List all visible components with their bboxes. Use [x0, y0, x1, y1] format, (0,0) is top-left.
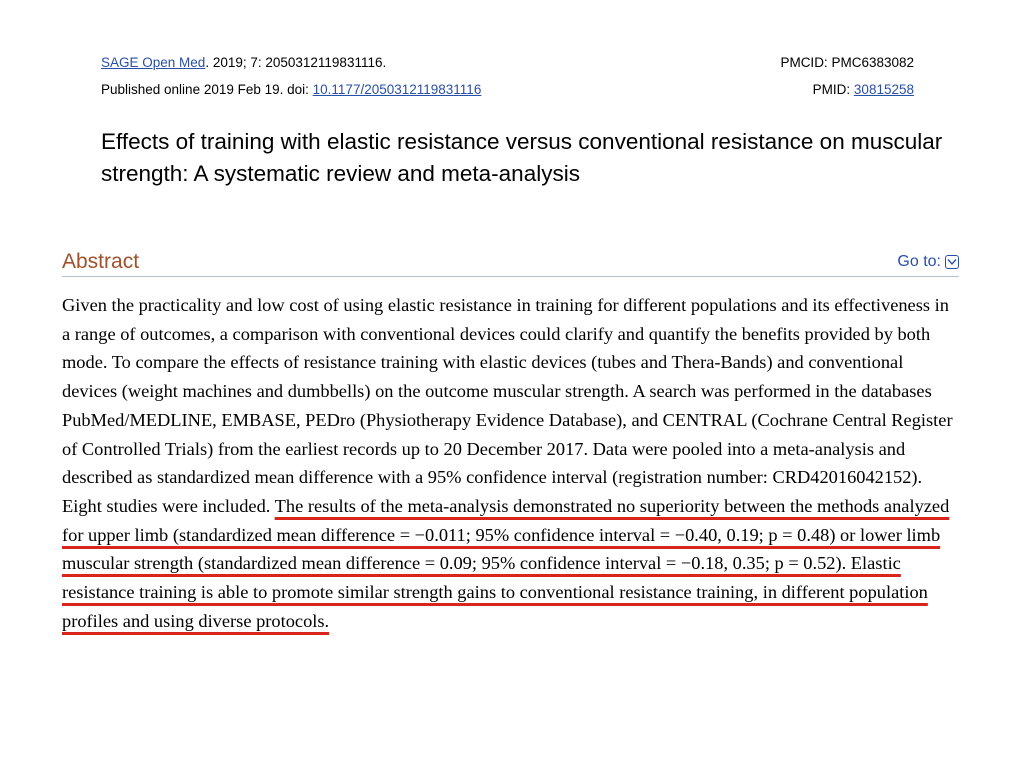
pmcid: PMCID: PMC6383082	[780, 55, 914, 70]
journal-link[interactable]: SAGE Open Med	[101, 55, 206, 70]
abstract-section-header	[62, 249, 959, 277]
abstract-plain-text: Given the practicality and low cost of using elastic resistance in training for different populations and its effectiveness in a range of outcomes, a comparison with conventional devices could clarify and quantify the benefits provided by both mode. To compare the effects of resistance training with elastic devices (tubes and Thera-Bands) and conventional devices (weight machines and dumbbells) on the outcome muscular strength. A search was performed in the databases PubMed/MEDLINE, EMBASE, PEDro (Physiotherapy Evidence Database), and CENTRAL (Cochrane Central Register of Controlled Trials) from the earliest records up to 20 December 2017. Data were pooled into a meta-analysis and described as standardized mean difference with a 95% confidence interval (registration number: CRD42016042152). Eight studies were included.	[62, 295, 953, 516]
abstract-text	[62, 291, 960, 635]
abstract-heading: Abstract	[62, 250, 140, 273]
article-title: Effects of training with elastic resistance versus conventional resistance on muscular strength: A systematic review and meta-analysis	[101, 129, 943, 186]
chevron-down-icon[interactable]	[945, 255, 959, 269]
pmid-prefix: PMID:	[812, 82, 854, 97]
pmid-link[interactable]: 30815258	[853, 82, 914, 97]
highlighted-results-text: The results of the meta-analysis demonstrated no superiority between the methods analyzed for upper limb (standardized mean difference = −0.011; 95% confidence interval = −0.40, 0.19; p = 0.48) or lower limb muscular strength (standardized mean difference = 0.09; 95% confidence interval = −0.18, 0.35; p = 0.52). Elastic resistance training is able to promote similar strength gains to conventional resistance training, in different population profiles and using diverse protocols.	[62, 495, 950, 631]
goto-menu[interactable]	[897, 253, 959, 271]
doi-link[interactable]: 10.1177/2050312119831116	[312, 82, 482, 97]
citation-block	[101, 49, 914, 103]
published-prefix: Published online 2019 Feb 19. doi:	[101, 82, 313, 97]
goto-label: Go to:	[897, 253, 941, 270]
citation-row-2	[101, 76, 914, 103]
publication-info	[101, 76, 481, 103]
journal-citation	[101, 49, 386, 76]
citation-row-1	[101, 49, 914, 76]
pmid	[813, 76, 914, 103]
journal-details: . 2019; 7: 2050312119831116.	[205, 55, 387, 70]
